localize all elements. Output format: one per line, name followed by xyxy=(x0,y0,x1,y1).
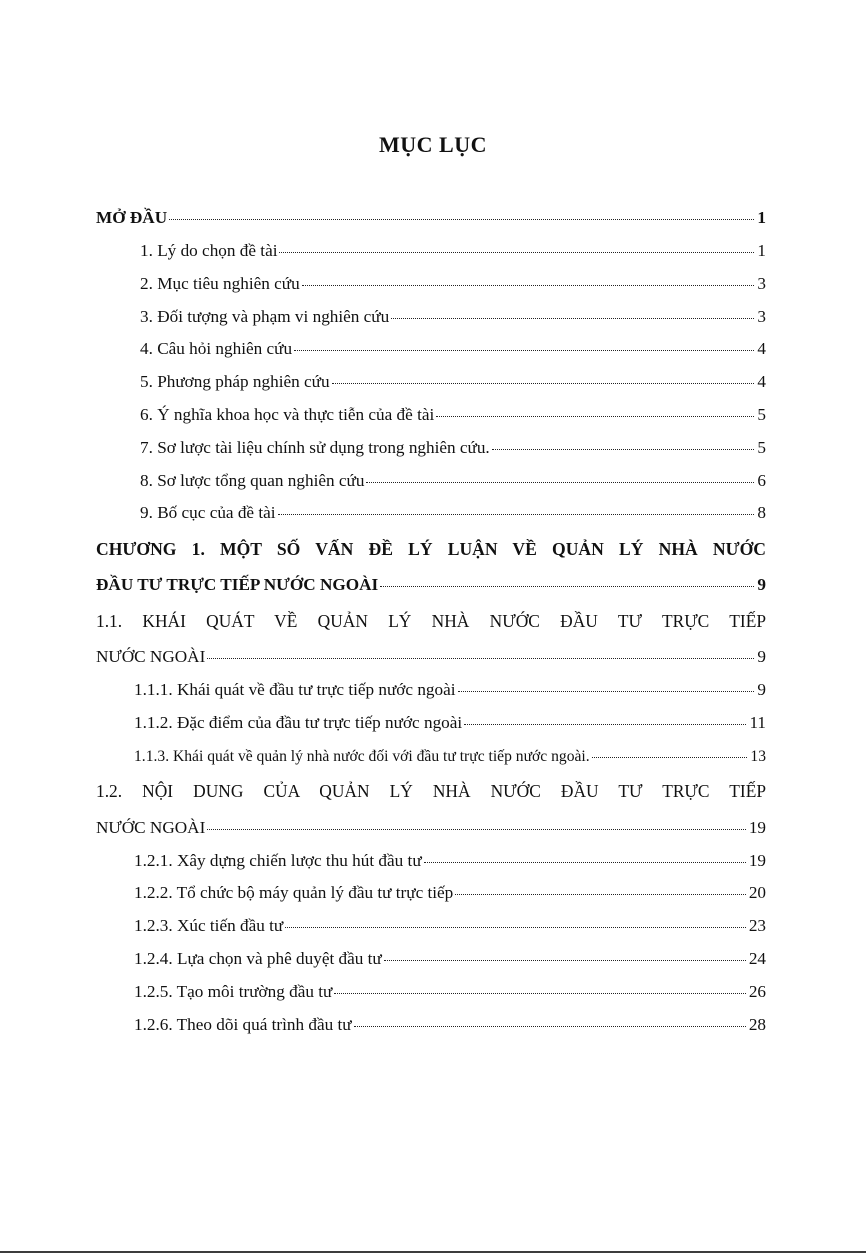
toc-page-number: 24 xyxy=(748,948,766,968)
dot-leader xyxy=(285,927,746,928)
toc-page-number: 19 xyxy=(748,817,766,837)
toc-page-number: 1 xyxy=(757,208,766,228)
toc-entry[interactable] xyxy=(96,567,766,603)
toc-entry-title: ĐẦU TƯ TRỰC TIẾP NƯỚC NGOÀI xyxy=(96,575,379,595)
dot-leader xyxy=(279,252,754,253)
toc-page-number: 9 xyxy=(757,575,766,595)
dot-leader xyxy=(592,757,748,758)
table-of-contents xyxy=(96,203,766,1042)
toc-entry[interactable] xyxy=(96,675,766,708)
dot-leader xyxy=(464,724,746,725)
toc-entry[interactable] xyxy=(96,878,766,911)
toc-entry[interactable] xyxy=(96,433,766,466)
dot-leader xyxy=(207,658,754,659)
toc-heading-line: 1.1. KHÁI QUÁT VỀ QUẢN LÝ NHÀ NƯỚC ĐẦU TƯ TRỰC TIẾP xyxy=(96,610,766,631)
toc-entry-title: 3. Đối tượng và phạm vi nghiên cứu xyxy=(140,306,390,326)
page-title: MỤC LỤC xyxy=(379,132,487,157)
toc-entry-title: 1.1.3. Khái quát về quản lý nhà nước đối với đầu tư trực tiếp nước ngoài. xyxy=(134,747,590,765)
dot-leader xyxy=(366,482,754,483)
toc-entry[interactable] xyxy=(96,741,766,774)
dot-leader xyxy=(424,862,746,863)
toc-entry-title: NƯỚC NGOÀI xyxy=(96,647,206,667)
toc-heading-line: CHƯƠNG 1. MỘT SỐ VẤN ĐỀ LÝ LUẬN VỀ QUẢN LÝ NHÀ NƯỚC xyxy=(96,538,766,559)
toc-page-number: 8 xyxy=(757,503,766,523)
toc-entry-title: 7. Sơ lược tài liệu chính sử dụng trong nghiên cứu. xyxy=(140,437,490,457)
toc-entry-title: 1.2.4. Lựa chọn và phê duyệt đầu tư xyxy=(134,948,382,968)
toc-page-number: 4 xyxy=(757,339,766,359)
toc-entry-title: 1.2.2. Tổ chức bộ máy quản lý đầu tư trực tiếp xyxy=(134,883,454,903)
toc-entry-title: 1.2.3. Xúc tiến đầu tư xyxy=(134,916,284,936)
toc-entry[interactable] xyxy=(96,911,766,944)
toc-entry[interactable] xyxy=(96,944,766,977)
toc-entry-title: 9. Bố cục của đề tài xyxy=(140,503,276,523)
toc-entry[interactable] xyxy=(96,334,766,367)
toc-page-number: 28 xyxy=(748,1014,766,1034)
toc-entry-title: MỞ ĐẦU xyxy=(96,208,168,228)
toc-page-number: 20 xyxy=(748,883,766,903)
toc-entry-title: 1.2.5. Tạo môi trường đầu tư xyxy=(134,981,333,1001)
dot-leader xyxy=(302,285,755,286)
toc-entry[interactable] xyxy=(96,301,766,334)
dot-leader xyxy=(458,691,755,692)
dot-leader xyxy=(492,449,755,450)
toc-entry[interactable] xyxy=(96,498,766,531)
toc-entry-title: 1.1.2. Đặc điểm của đầu tư trực tiếp nước ngoài xyxy=(134,712,463,732)
toc-page-number: 3 xyxy=(757,306,766,326)
toc-entry-title: 1.2.6. Theo dõi quá trình đầu tư xyxy=(134,1014,352,1034)
toc-entry[interactable] xyxy=(96,845,766,878)
toc-page-number: 5 xyxy=(757,437,766,457)
toc-entry-title: NƯỚC NGOÀI xyxy=(96,817,206,837)
toc-page-number: 1 xyxy=(757,240,766,260)
toc-entry[interactable] xyxy=(96,203,766,236)
toc-page-number: 4 xyxy=(757,372,766,392)
toc-entry-title: 2. Mục tiêu nghiên cứu xyxy=(140,273,300,293)
toc-entry-title: 4. Câu hỏi nghiên cứu xyxy=(140,339,293,359)
toc-entry-title: 1.2.1. Xây dựng chiến lược thu hút đầu tư xyxy=(134,850,422,870)
toc-page-number: 9 xyxy=(757,647,766,667)
toc-entry[interactable] xyxy=(96,977,766,1010)
toc-entry[interactable] xyxy=(96,269,766,302)
toc-entry-title: 6. Ý nghĩa khoa học và thực tiễn của đề tài xyxy=(140,404,435,424)
toc-page-number: 9 xyxy=(757,680,766,700)
toc-entry-title: 8. Sơ lược tổng quan nghiên cứu xyxy=(140,470,365,490)
dot-leader xyxy=(278,514,755,515)
toc-page-number: 11 xyxy=(749,712,766,732)
toc-entry[interactable] xyxy=(96,236,766,269)
dot-leader xyxy=(294,350,754,351)
dot-leader xyxy=(380,586,754,587)
toc-entry[interactable] xyxy=(96,809,766,845)
toc-entry-title: 1. Lý do chọn đề tài xyxy=(140,240,278,260)
toc-page-number: 5 xyxy=(757,404,766,424)
toc-entry[interactable] xyxy=(96,367,766,400)
dot-leader xyxy=(455,894,746,895)
dot-leader xyxy=(332,383,755,384)
toc-page-number: 6 xyxy=(757,470,766,490)
toc-entry-title: 5. Phương pháp nghiên cứu xyxy=(140,372,330,392)
toc-page-number: 26 xyxy=(748,981,766,1001)
toc-entry[interactable] xyxy=(96,400,766,433)
dot-leader xyxy=(384,960,746,961)
toc-entry[interactable] xyxy=(96,465,766,498)
toc-heading-line: 1.2. NỘI DUNG CỦA QUẢN LÝ NHÀ NƯỚC ĐẦU TƯ TRỰC TIẾP xyxy=(96,781,766,802)
toc-entry[interactable] xyxy=(96,1009,766,1042)
dot-leader xyxy=(169,219,754,220)
toc-page-number: 19 xyxy=(748,850,766,870)
dot-leader xyxy=(436,416,754,417)
dot-leader xyxy=(354,1026,746,1027)
toc-entry-title: 1.1.1. Khái quát về đầu tư trực tiếp nước ngoài xyxy=(134,680,456,700)
dot-leader xyxy=(334,993,746,994)
toc-page-number: 3 xyxy=(757,273,766,293)
toc-entry[interactable] xyxy=(96,708,766,741)
dot-leader xyxy=(391,318,754,319)
toc-page-number: 23 xyxy=(748,916,766,936)
toc-entry[interactable] xyxy=(96,639,766,675)
dot-leader xyxy=(207,829,746,830)
toc-page-number: 13 xyxy=(750,747,766,765)
